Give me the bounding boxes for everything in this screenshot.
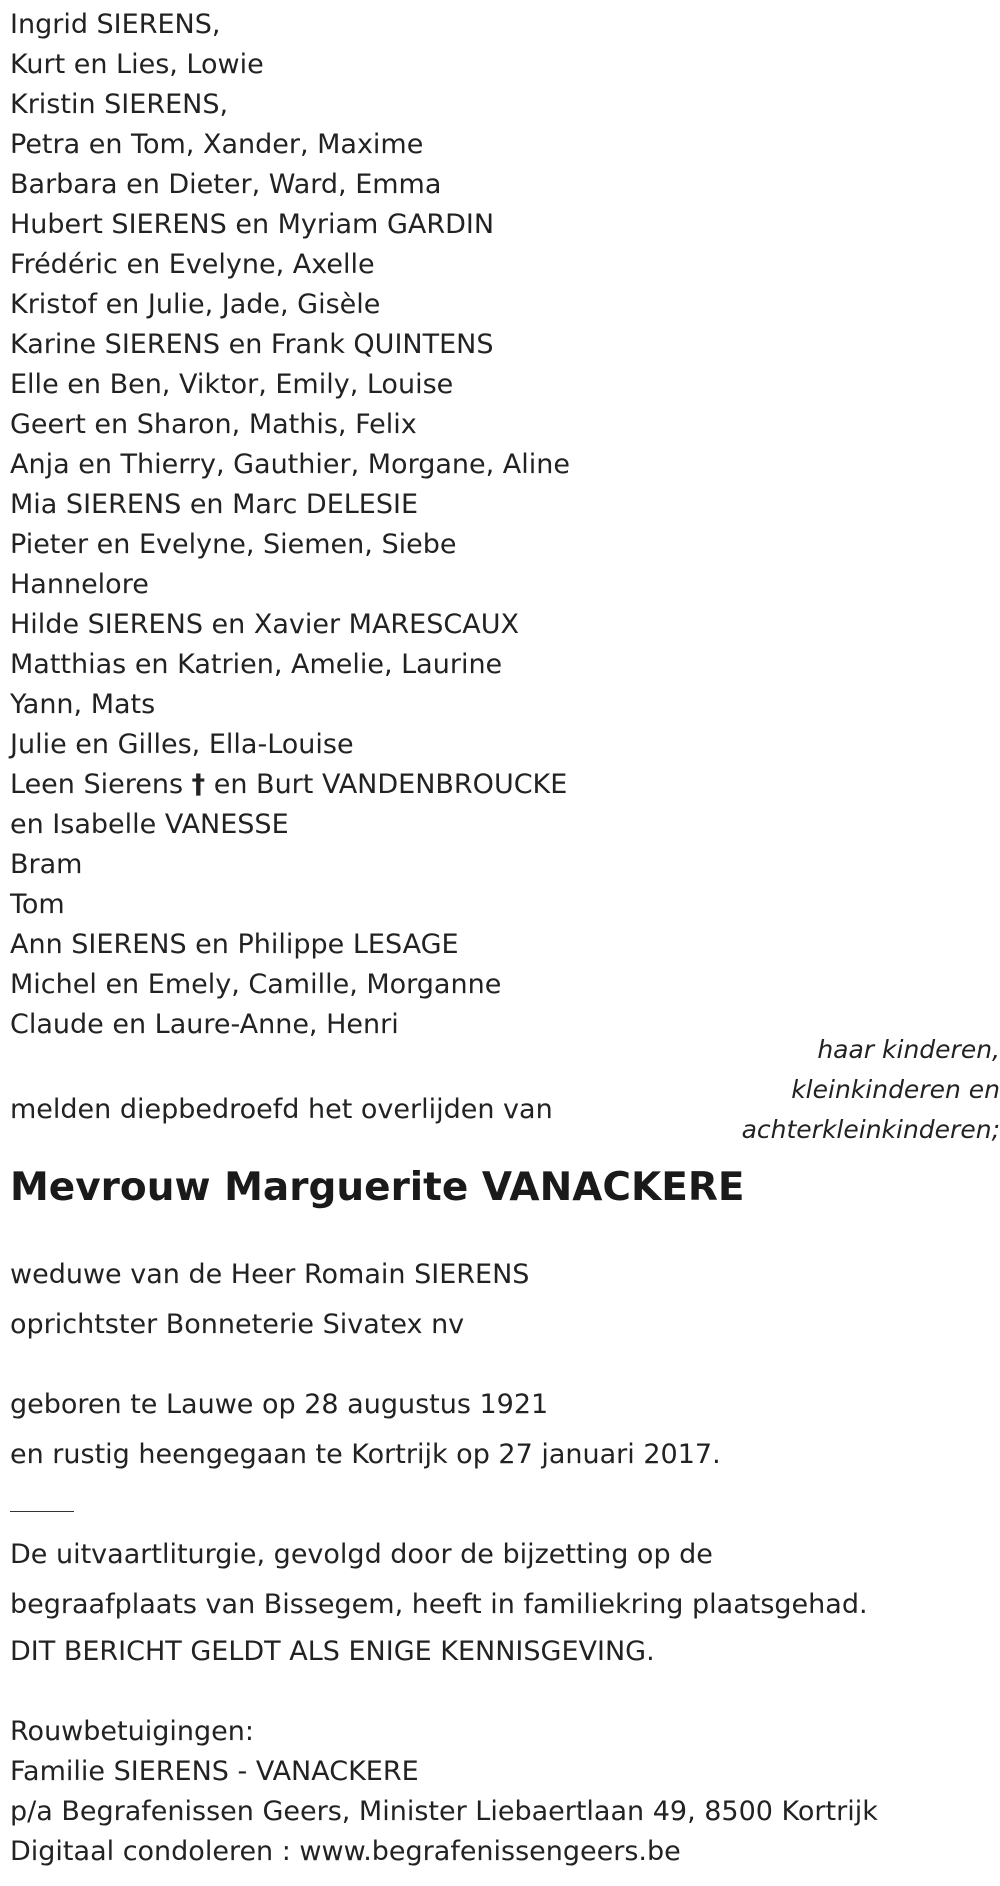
deceased-name: Mevrouw Marguerite VANACKERE xyxy=(10,1165,745,1210)
family-line: Petra en Tom, Xander, Maxime xyxy=(10,129,424,160)
family-line: Hannelore xyxy=(10,569,149,600)
family-line: Elle en Ben, Viktor, Emily, Louise xyxy=(10,369,454,400)
notice-text: DIT BERICHT GELDT ALS ENIGE KENNISGEVING. xyxy=(10,1636,655,1667)
family-list xyxy=(10,5,570,1045)
family-line: Hilde SIERENS en Xavier MARESCAUX xyxy=(10,609,519,640)
founder-text: oprichtster Bonneterie Sivatex nv xyxy=(10,1309,465,1340)
relation-line: achterkleinkinderen; xyxy=(741,1115,1000,1144)
family-line: Matthias en Katrien, Amelie, Laurine xyxy=(10,649,503,680)
family-line: Claude en Laure-Anne, Henri xyxy=(10,1009,399,1040)
family-line: Tom xyxy=(10,889,65,920)
family-line: Julie en Gilles, Ella-Louise xyxy=(10,729,354,760)
family-line: Pieter en Evelyne, Siemen, Siebe xyxy=(10,529,457,560)
family-line: Karine SIERENS en Frank QUINTENS xyxy=(10,329,494,360)
family-line: Michel en Emely, Camille, Morganne xyxy=(10,969,502,1000)
family-line: Bram xyxy=(10,849,83,880)
family-line: Ingrid SIERENS, xyxy=(10,9,221,40)
family-leen-name: Leen Sierens xyxy=(10,769,184,800)
family-line: Kristof en Julie, Jade, Gisèle xyxy=(10,289,381,320)
relation-line: kleinkinderen en xyxy=(791,1075,1000,1104)
family-line: Geert en Sharon, Mathis, Felix xyxy=(10,409,417,440)
funeral-text-line1: De uitvaartliturgie, gevolgd door de bijzetting op de xyxy=(10,1539,713,1570)
family-line: Yann, Mats xyxy=(10,689,156,720)
family-line: Kristin SIERENS, xyxy=(10,89,229,120)
condolences-address: p/a Begrafenissen Geers, Minister Liebaertlaan 49, 8500 Kortrijk xyxy=(10,1796,878,1827)
family-line: Anja en Thierry, Gauthier, Morgane, Aline xyxy=(10,449,570,480)
family-leen-partner: en Burt VANDENBROUCKE xyxy=(213,769,568,800)
cross-icon: † xyxy=(191,769,206,800)
family-line: Kurt en Lies, Lowie xyxy=(10,49,264,80)
family-line: en Isabelle VANESSE xyxy=(10,809,289,840)
family-line: Hubert SIERENS en Myriam GARDIN xyxy=(10,209,495,240)
family-line: Frédéric en Evelyne, Axelle xyxy=(10,249,375,280)
family-line: Mia SIERENS en Marc DELESIE xyxy=(10,489,419,520)
family-line-leen xyxy=(10,765,570,805)
funeral-text-line2: begraafplaats van Bissegem, heeft in familiekring plaatsgehad. xyxy=(10,1589,868,1620)
relation-note xyxy=(680,1030,1000,1150)
family-line: Barbara en Dieter, Ward, Emma xyxy=(10,169,442,200)
condolences-online: Digitaal condoleren : www.begrafenissengeers.be xyxy=(10,1836,681,1867)
condolences-label: Rouwbetuigingen: xyxy=(10,1716,254,1747)
relation-line: haar kinderen, xyxy=(817,1035,1000,1064)
condolences-family: Familie SIERENS - VANACKERE xyxy=(10,1756,419,1787)
birth-text: geboren te Lauwe op 28 augustus 1921 xyxy=(10,1389,549,1420)
family-line: Ann SIERENS en Philippe LESAGE xyxy=(10,929,459,960)
widow-of-text: weduwe van de Heer Romain SIERENS xyxy=(10,1259,530,1290)
death-text: en rustig heengegaan te Kortrijk op 27 januari 2017. xyxy=(10,1439,721,1470)
announcement-text: melden diepbedroefd het overlijden van xyxy=(10,1094,553,1125)
section-divider xyxy=(10,1511,74,1512)
